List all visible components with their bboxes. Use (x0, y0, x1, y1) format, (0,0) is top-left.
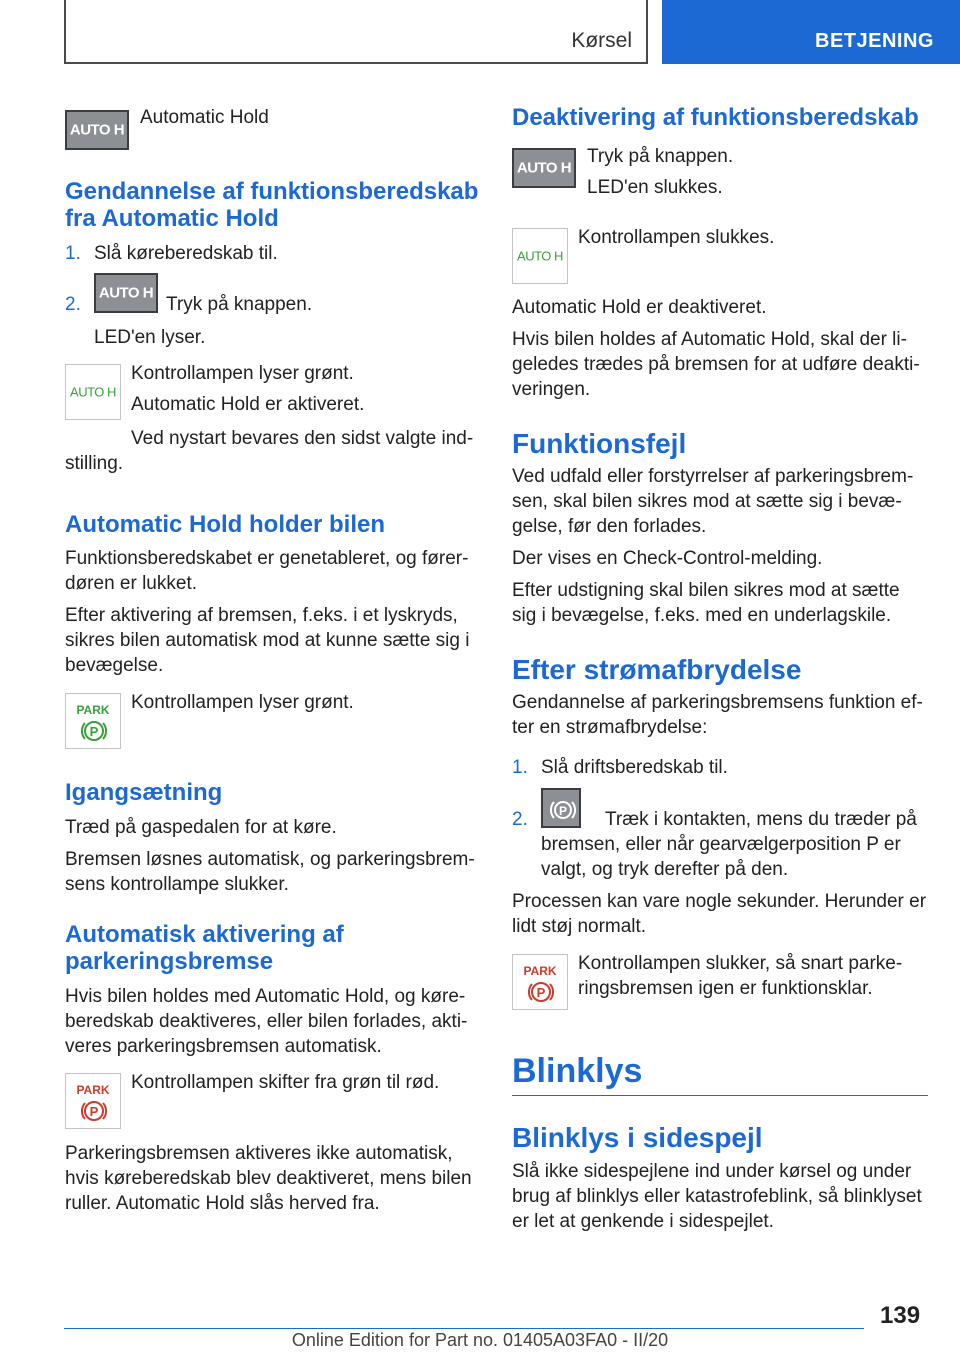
s4-lamp-text: Kontrollampen skifter fra grøn til rød. (131, 1072, 440, 1093)
s7-step2-line1: Træk i kontakten, mens du træder på (605, 809, 917, 830)
s6-p1-line3: gelse, før den forlades. (512, 516, 707, 537)
header-chapter-tab[interactable] (662, 0, 960, 64)
s7-p1-line1: Gendannelse af parkeringsbremsens funktion ef- (512, 692, 923, 713)
chapter-title: Blinklys (512, 1052, 643, 1090)
s4-p1-line1: Hvis bilen holdes med Automatic Hold, og køre- (65, 986, 466, 1007)
auto-hold-button-icon: AUTO H (94, 273, 158, 313)
footer-edition: Online Edition for Part no. 01405A03FA0 - II/20 (291, 1330, 669, 1350)
s7-step2-number: 2. (512, 809, 528, 830)
s7-step1-text: Slå driftsberedskab til. (541, 757, 728, 778)
s1-lamp-line1: Kontrollampen lyser grønt. (131, 363, 354, 384)
s2-p2-line1: Efter aktivering af bremsen, f.eks. i et lyskryds, (65, 605, 458, 626)
s2-p2-line3: bevægelse. (65, 655, 164, 676)
s3-p2-line2: sens kontrollampe slukker. (65, 874, 289, 895)
s1-lamp-line3: Ved nystart bevares den sidst valgte ind- (131, 428, 474, 449)
auto-hold-lamp-green-icon: AUTO H (65, 364, 121, 420)
s5-p2-line1: Hvis bilen holdes af Automatic Hold, skal der li- (512, 329, 907, 350)
s2-p1-line2: døren er lukket. (65, 573, 197, 594)
s5-title: Deaktivering af funktionsberedskab (512, 104, 919, 131)
s2-lamp-text: Kontrollampen lyser grønt. (131, 692, 354, 713)
s5-p2-line2: geledes trædes på bremsen for at udføre deakti- (512, 354, 920, 375)
s5-btn-line1: Tryk på knappen. (587, 146, 734, 167)
s2-p2-line2: sikres bilen automatisk mod at kunne sætte sig i (65, 630, 470, 651)
s7-step1-number: 1. (512, 757, 528, 778)
s5-lamp-text: Kontrollampen slukkes. (578, 227, 775, 248)
s7-lamp-line1: Kontrollampen slukker, så snart parke- (578, 953, 903, 974)
s4-p2-line2: hvis køreberedskab blev deaktiveret, mens bilen (65, 1168, 472, 1189)
s4-p2-line3: ruller. Automatic Hold slås herved fra. (65, 1193, 380, 1214)
s1-title-line2: fra Automatic Hold (65, 205, 279, 232)
park-lamp-red-icon: PARK P (65, 1073, 121, 1129)
auto-hold-lamp-green-icon: AUTO H (512, 228, 568, 284)
s4-p1-line3: veres parkeringsbremsen automatisk. (65, 1036, 382, 1057)
s7-p1-line2: ter en strømafbrydelse: (512, 717, 708, 738)
s5-btn-line2: LED'en slukkes. (587, 177, 723, 198)
page-number: 139 (880, 1302, 921, 1329)
s8-p1-line2: brug af blinklys eller katastrofeblink, så blinklyset (512, 1186, 922, 1207)
header-section-box (64, 0, 648, 64)
s7-step2-line3: valgt, og tryk derefter på den. (541, 859, 789, 880)
s5-p1: Automatic Hold er deaktiveret. (512, 297, 767, 318)
s7-step2-line2: bremsen, eller når gearvælgerposition P er (541, 834, 901, 855)
s6-p2: Der vises en Check-Control-melding. (512, 548, 823, 569)
s4-p1-line2: beredskab deaktiveres, eller bilen forlades, akti- (65, 1011, 468, 1032)
parking-brake-switch-icon (541, 788, 581, 828)
s1-lamp-line2: Automatic Hold er aktiveret. (131, 394, 365, 415)
intro-label: Automatic Hold (140, 107, 269, 128)
s1-step2-number: 2. (65, 294, 81, 315)
s4-title-line2: parkeringsbremse (65, 948, 274, 975)
auto-hold-button-icon: AUTO H (65, 110, 129, 150)
s4-p2-line1: Parkeringsbremsen aktiveres ikke automatisk, (65, 1143, 453, 1164)
s6-p3-line1: Efter udstigning skal bilen sikres mod at sætte (512, 580, 900, 601)
s1-step2-text: Tryk på knappen. (166, 294, 313, 315)
s1-lamp-line4: stilling. (65, 453, 124, 474)
svg-text:P: P (89, 1104, 99, 1119)
s1-led-text: LED'en lyser. (94, 327, 206, 348)
header-section-title: Kørsel (571, 29, 632, 52)
s7-p2-line2: lidt støj normalt. (512, 916, 647, 937)
s6-p3-line2: sig i bevægelse, f.eks. med en underlagskile. (512, 605, 892, 626)
s6-p1-line2: sen, skal bilen sikres mod at sætte sig i bevæ- (512, 491, 902, 512)
s8-title: Blinklys i sidespejl (512, 1122, 763, 1153)
chapter-divider (512, 1095, 928, 1096)
s3-p2-line1: Bremsen løsnes automatisk, og parkeringsbrem- (65, 849, 475, 870)
s3-title: Igangsætning (65, 779, 223, 806)
s2-title: Automatic Hold holder bilen (65, 511, 386, 538)
auto-hold-button-icon: AUTO H (512, 148, 576, 188)
park-lamp-green-icon: PARK P (65, 693, 121, 749)
s6-title: Funktionsfejl (512, 428, 687, 459)
s7-title: Efter strømafbrydelse (512, 654, 802, 685)
park-lamp-red-icon: PARK P (512, 954, 568, 1010)
s1-step1-number: 1. (65, 243, 81, 264)
s1-title-line1: Gendannelse af funktionsberedskab (65, 178, 479, 205)
s8-p1-line1: Slå ikke sidespejlene ind under kørsel og under (512, 1161, 912, 1182)
s6-p1-line1: Ved udfald eller forstyrrelser af parkeringsbrem- (512, 466, 914, 487)
svg-text:P: P (536, 985, 546, 1000)
s2-p1-line1: Funktionsberedskabet er genetableret, og fører- (65, 548, 469, 569)
svg-text:P: P (558, 804, 568, 818)
s7-lamp-line2: ringsbremsen igen er funktionsklar. (578, 978, 873, 999)
s1-step1-text: Slå køreberedskab til. (94, 243, 278, 264)
footer-divider (64, 1328, 864, 1329)
s7-p2-line1: Processen kan vare nogle sekunder. Herunder er (512, 891, 927, 912)
s3-p1: Træd på gaspedalen for at køre. (65, 817, 337, 838)
svg-text:P: P (89, 724, 99, 739)
s8-p1-line3: er let at genkende i sidespejlet. (512, 1211, 774, 1232)
s5-p2-line3: veringen. (512, 379, 591, 400)
s4-title-line1: Automatisk aktivering af (65, 921, 344, 948)
header-chapter-title: BETJENING (815, 30, 934, 52)
